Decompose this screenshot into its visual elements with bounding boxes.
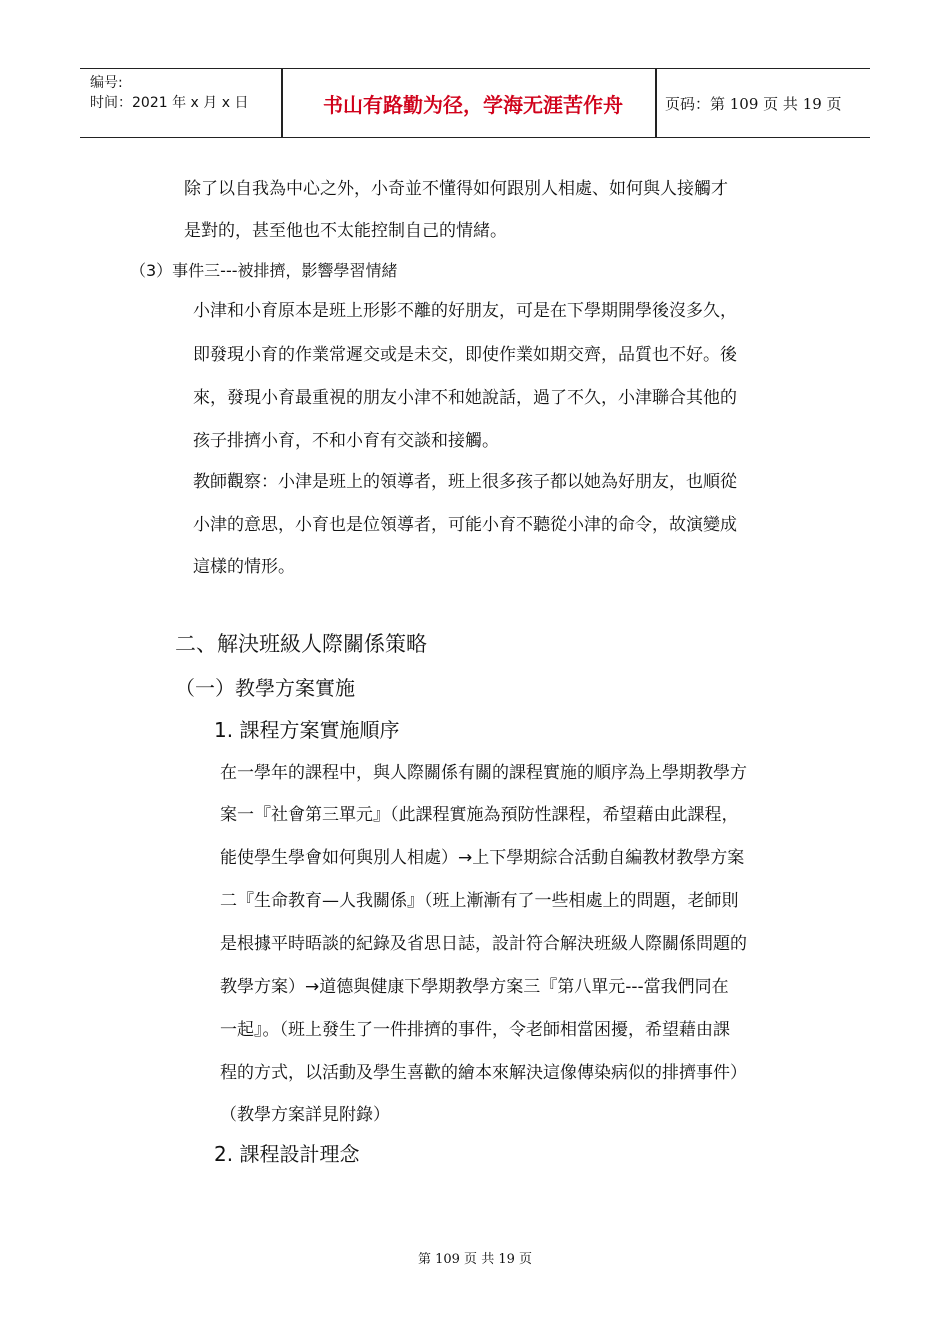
paragraph-line: 除了以自我為中心之外，小奇並不懂得如何跟別人相處、如何與人接觸才 [184,179,728,199]
paragraph-line: 在一學年的課程中，與人際關係有關的課程實施的順序為上學期教學方 [220,763,747,783]
item-heading: 2. 課程設計理念 [214,1142,360,1166]
header-table [80,68,870,138]
subsection-heading: （一）教學方案實施 [175,676,355,700]
event-heading: （3）事件三---被排擠，影響學習情緒 [130,261,398,280]
time-label: 时间：2021 年 x 月 x 日 [90,95,249,111]
paragraph-line: 一起』。（班上發生了一件排擠的事件，令老師相當困擾，希望藉由課 [220,1020,730,1040]
paragraph-line: 小津的意思，小育也是位領導者，可能小育不聽從小津的命令，故演變成 [193,515,737,535]
paragraph-line: 案一『社會第三單元』（此課程實施為預防性課程，希望藉由此課程， [220,805,739,825]
paragraph-line: 孩子排擠小育，不和小育有交談和接觸。 [193,431,499,451]
header-motto: 书山有路勤为径，学海无涯苦作舟 [323,92,623,117]
paragraph-line: 是根據平時晤談的紀錄及省思日誌，設計符合解決班級人際關係問題的 [220,934,747,954]
item-heading: 1. 課程方案實施順序 [214,718,400,742]
paragraph-line: 教學方案）→道德與健康下學期教學方案三『第八單元---當我們同在 [220,977,729,997]
header-divider [655,69,657,137]
paragraph-line: 即發現小育的作業常遲交或是未交，即使作業如期交齊，品質也不好。後 [193,345,737,365]
page-footer: 第 109 页 共 19 页 [417,1252,533,1267]
paragraph-line: 來，發現小育最重視的朋友小津不和她說話，過了不久，小津聯合其他的 [193,388,737,408]
paragraph-line: 是對的，甚至他也不太能控制自己的情緒。 [184,221,507,241]
paragraph-line: 教師觀察：小津是班上的領導者，班上很多孩子都以她為好朋友，也順從 [193,472,737,492]
section-heading: 二、解決班級人際關係策略 [175,632,427,656]
paragraph-line: 程的方式，以活動及學生喜歡的繪本來解決這像傳染病似的排擠事件） [220,1063,747,1083]
paragraph-line: （教學方案詳見附錄） [220,1105,390,1125]
header-meta [90,73,248,113]
paragraph-line: 能使學生學會如何與別人相處）→上下學期綜合活動自編教材教學方案 [220,848,745,868]
paragraph-line: 這樣的情形。 [193,557,295,577]
paragraph-line: 二『生命教育—人我關係』（班上漸漸有了一些相處上的問題，老師則 [220,891,739,911]
number-label: 编号: [90,75,123,91]
paragraph-line: 小津和小育原本是班上形影不離的好朋友，可是在下學期開學後沒多久， [193,301,737,321]
header-page-label: 页码：第 109 页 共 19 页 [665,94,842,113]
